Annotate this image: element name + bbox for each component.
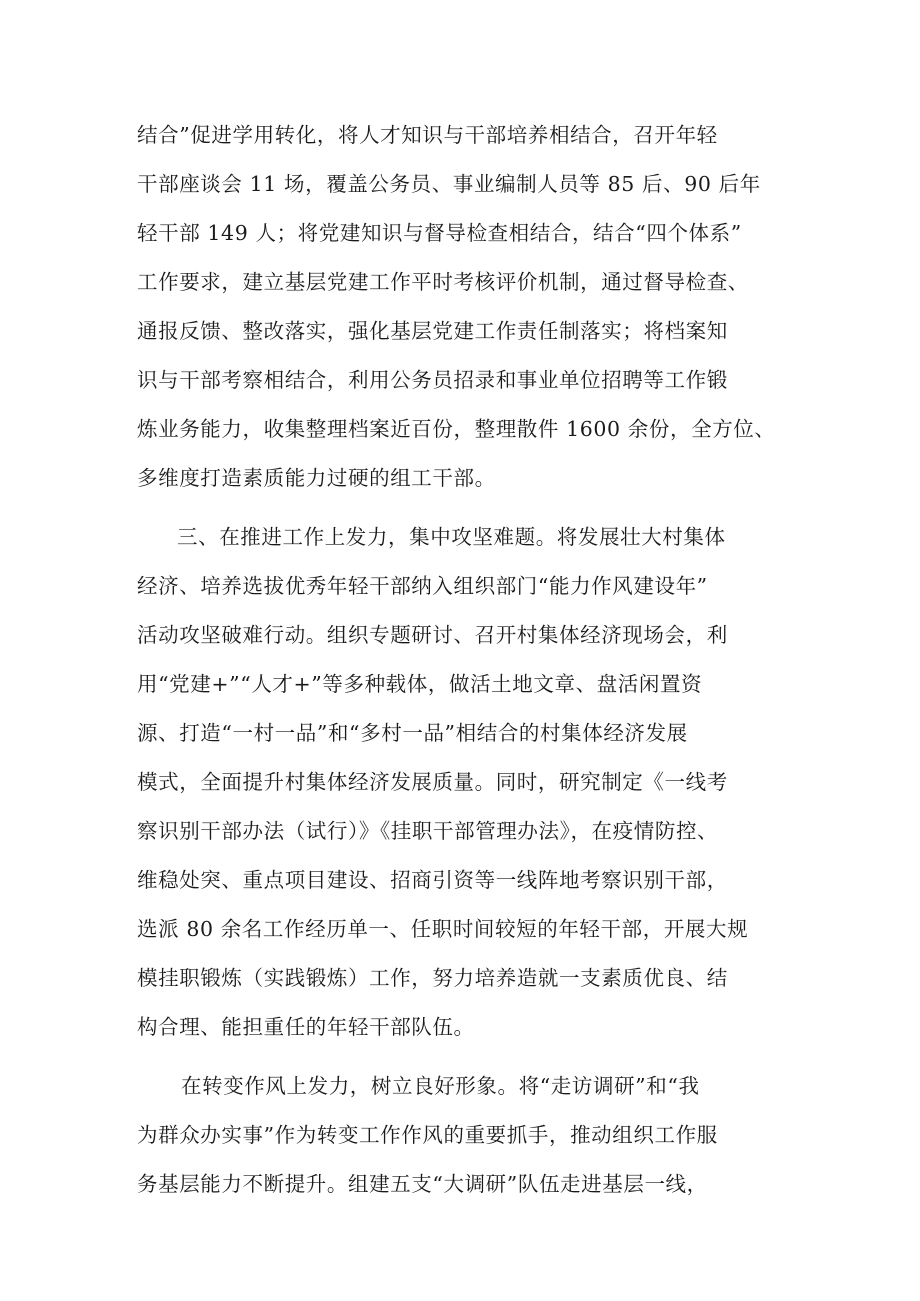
paragraph-2-line-8: 维稳处突、重点项目建设、招商引资等一线阵地考察识别干部， [137,868,728,892]
paragraph-1-line-1: 结合”促进学用转化，将人才知识与干部培养相结合，召开年轻 [137,123,718,147]
paragraph-2-line-3: 活动攻坚破难行动。组织专题研讨、召开村集体经济现场会，利 [137,623,728,647]
paragraph-3-line-1: 在转变作风上发力，树立良好形象。将“走访调研”和“我 [181,1074,700,1098]
paragraph-3-line-3: 务基层能力不断提升。组建五支“大调研”队伍走进基层一线， [137,1172,708,1196]
paragraph-2-line-5: 源、打造“一村一品”和“多村一品”相结合的村集体经济发展 [137,721,688,745]
paragraph-2-line-9: 选派 80 余名工作经历单一、任职时间较短的年轻干部，开展大规 [137,917,749,941]
paragraph-1-line-2: 干部座谈会 11 场，覆盖公务员、事业编制人员等 85 后、90 后年 [137,172,761,196]
paragraph-2-line-11: 构合理、能担重任的年轻干部队伍。 [137,1015,475,1039]
paragraph-1-line-5: 通报反馈、整改落实，强化基层党建工作责任制落实；将档案知 [137,319,728,343]
paragraph-2-line-6: 模式，全面提升村集体经济发展质量。同时，研究制定《一线考 [137,770,728,794]
paragraph-1-line-8: 多维度打造素质能力过硬的组工干部。 [137,466,496,490]
paragraph-1-line-7: 炼业务能力，收集整理档案近百份，整理散件 1600 余份，全方位、 [137,417,776,441]
paragraph-2-line-10: 模挂职锻炼（实践锻炼）工作，努力培养造就一支素质优良、结 [137,966,728,990]
paragraph-2-line-2: 经济、培养选拔优秀年轻干部纳入组织部门“能力作风建设年” [137,574,708,598]
paragraph-1-line-6: 识与干部考察相结合，利用公务员招录和事业单位招聘等工作锻 [137,368,728,392]
paragraph-1-line-3: 轻干部 149 人；将党建知识与督导检查相结合，结合“四个体系” [137,221,742,245]
paragraph-2-line-7: 察识别干部办法（试行）》《挂职干部管理办法》，在疫情防控、 [137,819,719,843]
paragraph-3-line-2: 为群众办实事”作为转变工作作风的重要抓手，推动组织工作服 [137,1123,718,1147]
paragraph-1-line-4: 工作要求，建立基层党建工作平时考核评价机制，通过督导检查、 [137,270,749,294]
paragraph-2-line-1: 三、在推进工作上发力，集中攻坚难题。将发展壮大村集体 [177,525,726,549]
paragraph-2-line-4: 用“党建+”“人才+”等多种载体，做活土地文章、盘活闲置资 [137,672,703,696]
